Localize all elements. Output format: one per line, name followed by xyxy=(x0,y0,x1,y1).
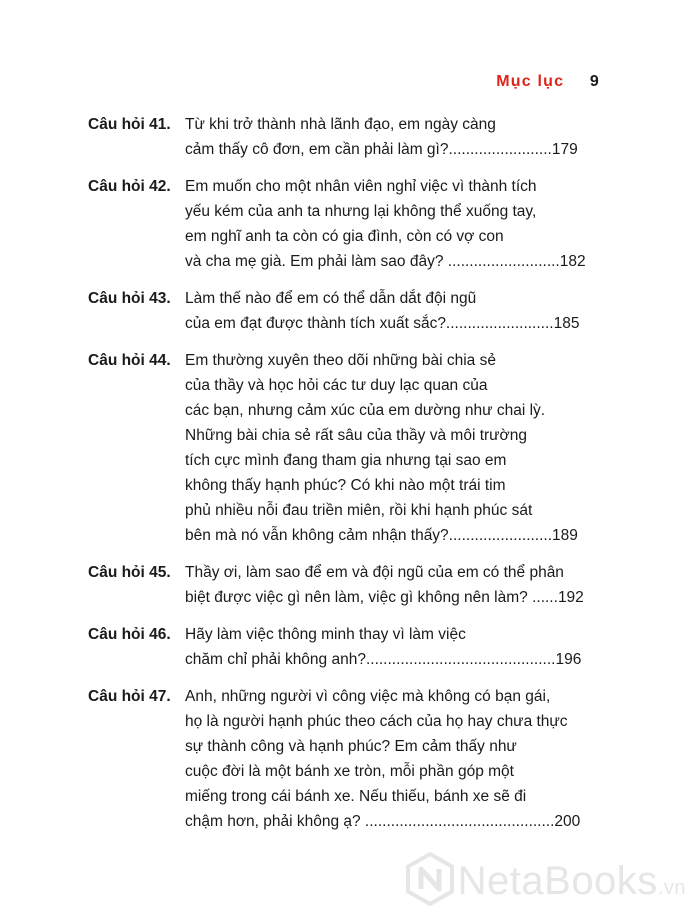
entry-page-number: 179 xyxy=(551,141,578,158)
entry-page-number: 185 xyxy=(553,315,580,332)
entry-line: không thấy hạnh phúc? Có khi nào một trái tim xyxy=(185,477,506,494)
netabooks-watermark xyxy=(402,851,686,912)
entry-page-number: 200 xyxy=(554,813,581,830)
entry-page-number: 189 xyxy=(552,527,578,544)
entry-line-last xyxy=(185,249,598,274)
toc-entry[interactable] xyxy=(88,560,598,610)
entry-page-number: 192 xyxy=(557,589,584,606)
entry-line-last xyxy=(185,523,598,548)
entry-line: sự thành công và hạnh phúc? Em cảm thấy như xyxy=(185,738,517,755)
entry-line: Anh, những người vì công việc mà không có bạn gái, xyxy=(185,688,551,705)
entry-line-last xyxy=(185,311,598,336)
section-title: Mục lục xyxy=(496,73,565,90)
entry-line: biệt được việc gì nên làm, việc gì không nên làm? ...... xyxy=(185,589,558,606)
entry-body xyxy=(185,684,598,834)
toc-entry[interactable] xyxy=(88,622,598,672)
entry-label: Câu hỏi 43. xyxy=(88,290,171,307)
entry-line: các bạn, nhưng cảm xúc của em dường như chai lỳ. xyxy=(185,402,546,419)
entry-line: chăm chỉ phải không anh?............................................ xyxy=(185,651,556,668)
entry-line: và cha mẹ già. Em phải làm sao đây? .......................... xyxy=(185,253,560,270)
entry-body xyxy=(185,286,598,336)
entry-body xyxy=(185,174,598,274)
entry-line: Thầy ơi, làm sao để em và đội ngũ của em có thể phân xyxy=(185,564,564,581)
entry-line: Em thường xuyên theo dõi những bài chia sẻ xyxy=(185,352,496,369)
page-header xyxy=(496,73,600,91)
entry-line: cảm thấy cô đơn, em cần phải làm gì?........................ xyxy=(185,141,552,158)
entry-line: họ là người hạnh phúc theo cách của họ hay chưa thực xyxy=(185,713,568,730)
entry-body xyxy=(185,622,598,672)
entry-body xyxy=(185,112,598,162)
entry-line: của em đạt được thành tích xuất sắc?......................... xyxy=(185,315,554,332)
toc-entry[interactable] xyxy=(88,174,598,274)
entry-line: Từ khi trở thành nhà lãnh đạo, em ngày càng xyxy=(185,116,496,133)
entry-page-number: 196 xyxy=(555,651,582,668)
entry-line: phủ nhiều nỗi đau triền miên, rồi khi hạnh phúc sát xyxy=(185,502,533,519)
toc-entry[interactable] xyxy=(88,286,598,336)
entry-line: miếng trong cái bánh xe. Nếu thiếu, bánh xe sẽ đi xyxy=(185,788,527,805)
entry-label: Câu hỏi 41. xyxy=(88,116,171,133)
entry-label: Câu hỏi 45. xyxy=(88,564,171,581)
entry-body xyxy=(185,348,598,548)
entry-line-last xyxy=(185,585,598,610)
entry-label: Câu hỏi 44. xyxy=(88,352,171,369)
entry-line: tích cực mình đang tham gia nhưng tại sao em xyxy=(185,452,507,469)
entry-line-last xyxy=(185,809,598,834)
table-of-contents xyxy=(88,112,598,846)
entry-line: Những bài chia sẻ rất sâu của thầy và môi trường xyxy=(185,427,527,444)
entry-label: Câu hỏi 47. xyxy=(88,688,171,705)
entry-line-last xyxy=(185,137,598,162)
entry-label: Câu hỏi 42. xyxy=(88,178,171,195)
entry-line: Làm thế nào để em có thể dẫn dắt đội ngũ xyxy=(185,290,477,307)
watermark-brand: NetaBooks xyxy=(457,859,658,903)
toc-entry[interactable] xyxy=(88,112,598,162)
netabooks-logo-icon xyxy=(402,851,458,912)
toc-entry[interactable] xyxy=(88,684,598,834)
entry-page-number: 182 xyxy=(559,253,586,270)
entry-line: em nghĩ anh ta còn có gia đình, còn có vợ con xyxy=(185,228,504,245)
entry-label: Câu hỏi 46. xyxy=(88,626,171,643)
entry-line: Hãy làm việc thông minh thay vì làm việc xyxy=(185,626,466,643)
entry-line: cuộc đời là một bánh xe tròn, mỗi phần góp một xyxy=(185,763,514,780)
entry-line: Em muốn cho một nhân viên nghỉ việc vì thành tích xyxy=(185,178,537,195)
entry-line: yếu kém của anh ta nhưng lại không thể xuống tay, xyxy=(185,203,537,220)
watermark-text xyxy=(458,859,686,904)
entry-line: của thầy và học hỏi các tư duy lạc quan của xyxy=(185,377,488,394)
entry-line-last xyxy=(185,647,598,672)
watermark-suffix: .vn xyxy=(657,877,686,899)
toc-entry[interactable] xyxy=(88,348,598,548)
entry-line: bên mà nó vẫn không cảm nhận thấy?........................ xyxy=(185,527,553,544)
page-number: 9 xyxy=(589,73,600,90)
entry-line: chậm hơn, phải không ạ? ............................................ xyxy=(185,813,555,830)
entry-body xyxy=(185,560,598,610)
